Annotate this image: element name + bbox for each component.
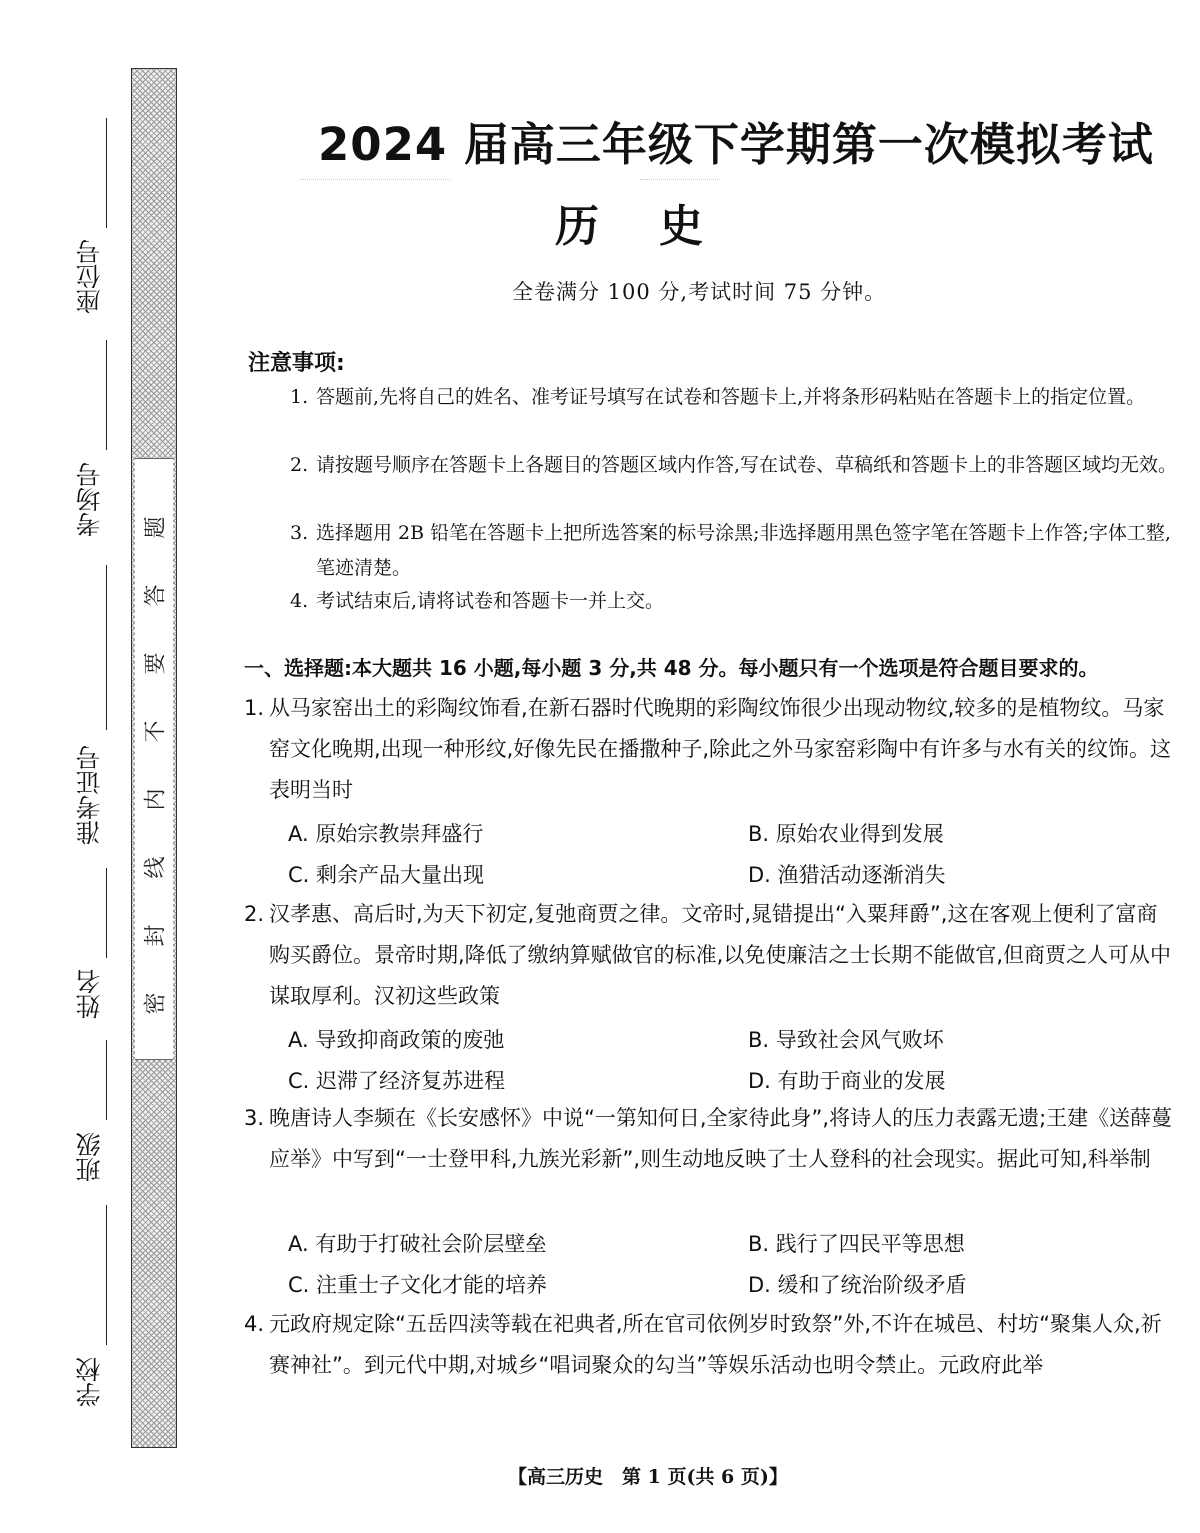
exam-title: 2024 届高三年级下学期第一次模拟考试 bbox=[318, 118, 1154, 171]
question-3-option-c: C. 注重士子文化才能的培养 bbox=[288, 1273, 548, 1297]
question-3-stem bbox=[244, 1098, 1176, 1180]
name-label: 姓名 bbox=[75, 969, 104, 1019]
divider bbox=[640, 179, 720, 180]
seal-char: 内 bbox=[143, 788, 169, 811]
binding-margin bbox=[0, 0, 190, 1533]
exam-room-line bbox=[106, 340, 107, 450]
notice-number: 4. bbox=[290, 590, 309, 612]
question-1-stem bbox=[244, 688, 1176, 811]
admission-number-label: 准考证号 bbox=[75, 745, 104, 845]
school-line bbox=[106, 1205, 107, 1345]
notice-number: 3. bbox=[290, 522, 309, 544]
question-number: 3. bbox=[244, 1106, 265, 1130]
seal-char: 封 bbox=[143, 924, 169, 947]
name-line bbox=[106, 868, 107, 958]
question-3-option-b: B. 践行了四民平等思想 bbox=[748, 1232, 965, 1256]
class-line bbox=[106, 1040, 107, 1120]
notice-text: 考试结束后,请将试卷和答题卡一并上交。 bbox=[316, 590, 665, 612]
question-4-stem bbox=[244, 1304, 1176, 1386]
exam-room-label: 考场号 bbox=[75, 462, 104, 538]
section-heading: 一、选择题:本大题共 16 小题,每小题 3 分,共 48 分。每小题只有一个选项是符合题目要求的。 bbox=[244, 656, 1099, 680]
question-3-option-d: D. 缓和了统治阶级矛盾 bbox=[748, 1273, 967, 1297]
question-number: 2. bbox=[244, 902, 265, 926]
seal-char: 密 bbox=[143, 992, 169, 1015]
admission-number-line bbox=[106, 565, 107, 730]
seal-char: 不 bbox=[143, 720, 169, 743]
seal-char: 题 bbox=[143, 516, 169, 539]
seal-char: 要 bbox=[143, 652, 169, 675]
notice-title: 注意事项: bbox=[248, 351, 345, 376]
divider bbox=[300, 179, 450, 180]
question-text: 从马家窑出土的彩陶纹饰看,在新石器时代晚期的彩陶纹饰很少出现动物纹,较多的是植物纹。马家窑文化晚期,出现一种形纹,好像先民在播撒种子,除此之外马家窑彩陶中有许多与水有关的纹饰。这表明当时 bbox=[269, 696, 1172, 802]
question-text: 晚唐诗人李频在《长安感怀》中说“一第知何日,全家待此身”,将诗人的压力表露无遗;王建《送薛蔓应举》中写到“一士登甲科,九族光彩新”,则生动地反映了士人登科的社会现实。据此可知,科举制 bbox=[269, 1106, 1173, 1171]
question-1-option-b: B. 原始农业得到发展 bbox=[748, 822, 944, 846]
question-text: 汉孝惠、高后时,为天下初定,复弛商贾之律。文帝时,晁错提出“入粟拜爵”,这在客观上便利了富商购买爵位。景帝时期,降低了缴纳算赋做官的标准,以免使廉洁之士长期不能做官,但商贾之人可从中谋取厚利。汉初这些政策 bbox=[269, 902, 1172, 1008]
seat-number-label: 座位号 bbox=[75, 239, 104, 315]
score-info: 全卷满分 100 分,考试时间 75 分钟。 bbox=[512, 280, 887, 304]
question-2-option-a: A. 导致抑商政策的废弛 bbox=[288, 1028, 505, 1052]
page-footer: 【高三历史 第 1 页(共 6 页)】 bbox=[508, 1466, 788, 1488]
school-label: 学校 bbox=[75, 1357, 104, 1407]
notice-text: 请按题号顺序在答题卡上各题目的答题区域内作答,写在试卷、草稿纸和答题卡上的非答题区域均无效。 bbox=[316, 454, 1178, 476]
question-3-option-a: A. 有助于打破社会阶层壁垒 bbox=[288, 1232, 547, 1256]
subject-title: 历史 bbox=[555, 201, 763, 252]
question-text: 元政府规定除“五岳四渎等载在祀典者,所在官司依例岁时致祭”外,不许在城邑、村坊“聚集人众,祈赛神社”。到元代中期,对城乡“唱词聚众的勾当”等娱乐活动也明令禁止。元政府此举 bbox=[269, 1312, 1162, 1377]
question-number: 1. bbox=[244, 696, 265, 720]
notice-item bbox=[290, 448, 1180, 483]
seal-char: 答 bbox=[143, 584, 169, 607]
question-2-option-c: C. 迟滞了经济复苏进程 bbox=[288, 1069, 506, 1093]
notice-item bbox=[290, 380, 1180, 415]
notice-number: 1. bbox=[290, 386, 309, 408]
notice-text: 答题前,先将自己的姓名、准考证号填写在试卷和答题卡上,并将条形码粘贴在答题卡上的指定位置。 bbox=[316, 386, 1146, 408]
question-2-option-b: B. 导致社会风气败坏 bbox=[748, 1028, 944, 1052]
question-2-option-d: D. 有助于商业的发展 bbox=[748, 1069, 946, 1093]
notice-item bbox=[290, 516, 1180, 586]
class-label: 班级 bbox=[75, 1132, 104, 1182]
question-1-option-c: C. 剩余产品大量出现 bbox=[288, 863, 485, 887]
question-2-stem bbox=[244, 894, 1176, 1017]
question-number: 4. bbox=[244, 1312, 265, 1336]
notice-text: 选择题用 2B 铅笔在答题卡上把所选答案的标号涂黑;非选择题用黑色签字笔在答题卡上作答;字体工整,笔迹清楚。 bbox=[316, 522, 1171, 579]
seal-window bbox=[135, 458, 173, 1060]
seal-char: 线 bbox=[143, 856, 169, 879]
question-1-option-d: D. 渔猎活动逐渐消失 bbox=[748, 863, 946, 887]
seat-number-line bbox=[106, 118, 107, 228]
notice-item bbox=[290, 584, 1180, 619]
notice-number: 2. bbox=[290, 454, 309, 476]
question-1-option-a: A. 原始宗教崇拜盛行 bbox=[288, 822, 484, 846]
